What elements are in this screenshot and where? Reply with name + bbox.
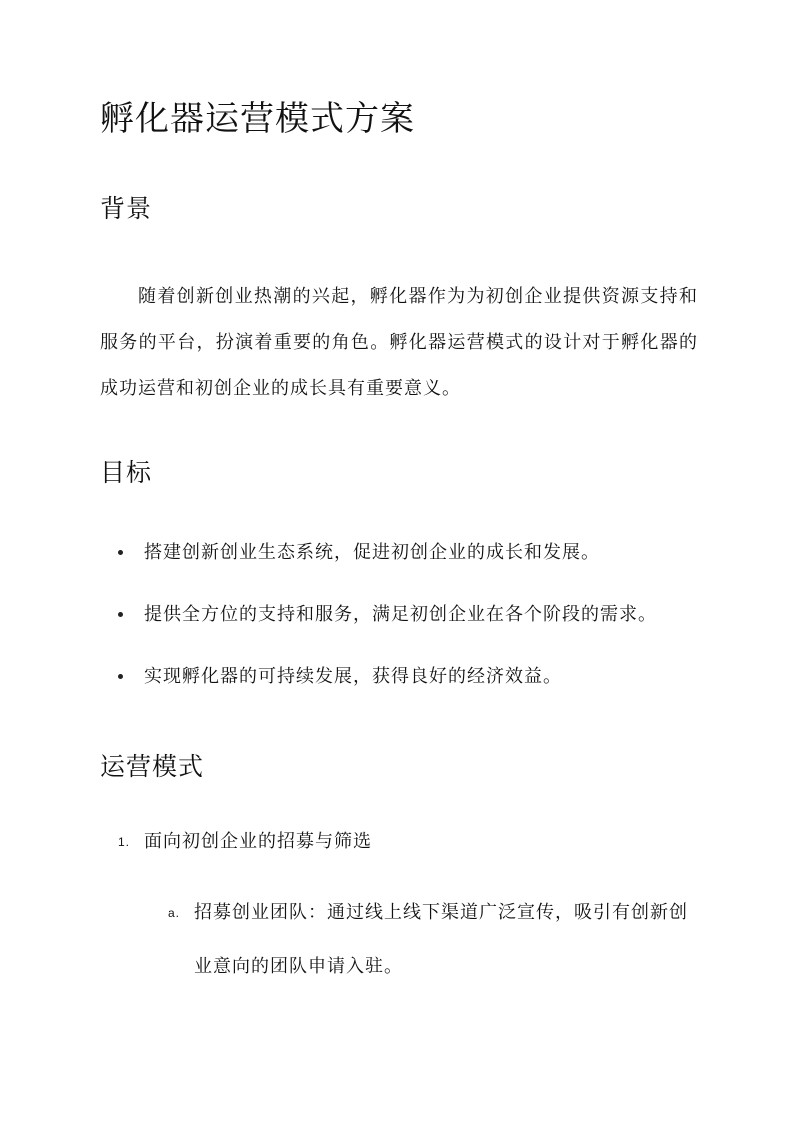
sub-list-letter: a. — [168, 906, 181, 920]
sub-list-item-text: 招募创业团队：通过线上线下渠道广泛宣传，吸引有创新创业意向的团队申请入驻。 — [194, 902, 688, 977]
section-heading-background: 背景 — [100, 194, 153, 223]
bullet-icon — [118, 612, 123, 617]
list-item — [100, 650, 704, 704]
section-heading-goals: 目标 — [100, 458, 153, 487]
list-item-text: 搭建创新创业生态系统，促进初创企业的成长和发展。 — [144, 542, 600, 563]
list-number: 1. — [118, 835, 131, 849]
goals-list — [100, 526, 700, 704]
section-heading-operations: 运营模式 — [100, 752, 205, 781]
operations-sublist — [144, 886, 700, 994]
list-item — [100, 822, 700, 994]
document-title: 孵化器运营模式方案 — [100, 99, 415, 139]
operations-list — [100, 822, 700, 994]
list-item — [100, 588, 704, 642]
list-item-text: 提供全方位的支持和服务，满足初创企业在各个阶段的需求。 — [144, 604, 657, 625]
background-paragraph: 随着创新创业热潮的兴起，孵化器作为为初创企业提供资源支持和服务的平台，扮演着重要的角色。孵化器运营模式的设计对于孵化器的成功运营和初创企业的成长具有重要意义。 — [100, 286, 698, 399]
sub-list-item — [144, 886, 692, 994]
list-item — [100, 526, 704, 580]
bullet-icon — [118, 550, 123, 555]
list-item-text: 面向初创企业的招募与筛选 — [144, 831, 372, 852]
bullet-icon — [118, 674, 123, 679]
list-item-text: 实现孵化器的可持续发展，获得良好的经济效益。 — [144, 666, 562, 687]
